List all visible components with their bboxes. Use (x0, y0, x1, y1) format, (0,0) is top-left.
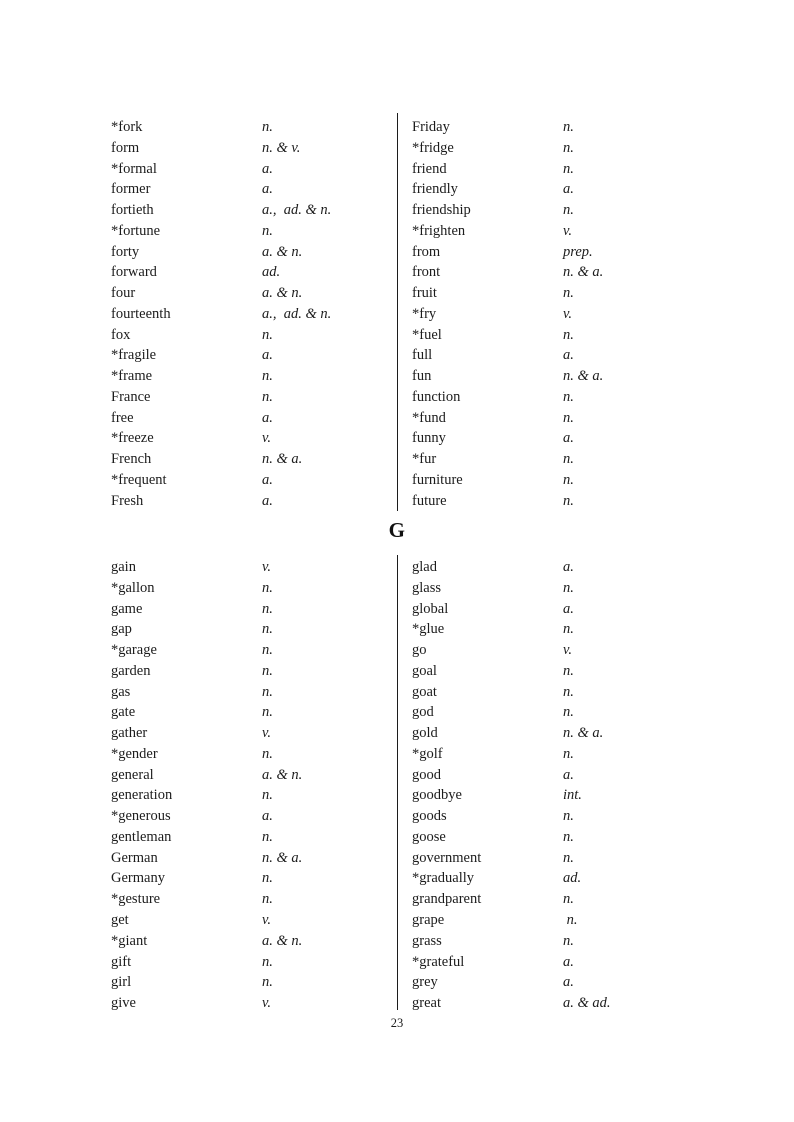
word-text: fortieth (111, 202, 154, 219)
word-entry-row (111, 345, 397, 366)
part-of-speech: n. (563, 849, 574, 866)
word-list-g-right-column (412, 557, 698, 1014)
word-entry-row (412, 765, 698, 786)
word-entry-row (412, 325, 698, 346)
part-of-speech: n. (563, 828, 574, 845)
word-entry-row (412, 868, 698, 889)
part-of-speech: n. (563, 579, 574, 596)
word-entry-row (111, 428, 397, 449)
word-text: grey (412, 974, 438, 991)
word-entry-row (412, 408, 698, 429)
word-text: *fry (412, 305, 437, 322)
word-text: gift (111, 953, 132, 970)
part-of-speech: a. (563, 430, 574, 447)
part-of-speech: a. (563, 181, 574, 198)
part-of-speech: a. (563, 953, 574, 970)
part-of-speech: ad. (262, 264, 281, 281)
word-text: *grateful (412, 953, 465, 970)
word-entry-row (412, 785, 698, 806)
word-text: Germany (111, 870, 165, 887)
word-entry-row (412, 702, 698, 723)
word-entry-row (111, 159, 397, 180)
part-of-speech: a. (563, 766, 574, 783)
part-of-speech: n. (262, 704, 273, 721)
word-entry-row (111, 806, 397, 827)
word-entry-row (111, 491, 397, 512)
word-text: *frequent (111, 472, 167, 489)
word-text: gain (111, 559, 136, 575)
word-entry-row (412, 387, 698, 408)
word-text: goal (412, 662, 437, 679)
word-text: four (111, 285, 136, 302)
part-of-speech: n. (262, 974, 273, 991)
word-text: free (111, 409, 134, 426)
word-entry-row (111, 599, 397, 620)
word-entry-row (412, 599, 698, 620)
part-of-speech: n. (563, 745, 574, 762)
word-entry-row (412, 640, 698, 661)
part-of-speech: n. (262, 579, 273, 596)
section-header-g: G (388, 518, 406, 542)
word-entry-row (111, 408, 397, 429)
part-of-speech: n. (262, 621, 273, 638)
word-entry-row (412, 619, 698, 640)
part-of-speech: n. (563, 119, 574, 135)
word-text: funny (412, 430, 446, 447)
word-entry-row (412, 138, 698, 159)
part-of-speech: a. (563, 347, 574, 364)
word-text: Friday (412, 119, 450, 135)
word-text: *gesture (111, 891, 161, 908)
word-text: France (111, 388, 151, 405)
part-of-speech: n. (262, 600, 273, 617)
word-text: *gradually (412, 870, 475, 887)
part-of-speech: n. & a. (563, 368, 604, 385)
word-text: friend (412, 160, 447, 177)
word-list-g-left-column (111, 557, 397, 1014)
word-text: *fragile (111, 347, 157, 364)
word-entry-row (412, 848, 698, 869)
word-entry-row (412, 557, 698, 578)
part-of-speech: n. (563, 202, 574, 219)
word-entry-row (412, 262, 698, 283)
word-entry-row (111, 325, 397, 346)
part-of-speech: n. (563, 451, 574, 468)
word-entry-row (111, 283, 397, 304)
word-text: generation (111, 787, 173, 804)
word-entry-row (111, 242, 397, 263)
word-entry-row (111, 449, 397, 470)
part-of-speech: a. (563, 559, 574, 575)
word-entry-row (111, 138, 397, 159)
part-of-speech: n. (262, 953, 273, 970)
word-text: goose (412, 828, 446, 845)
part-of-speech: n. (563, 326, 574, 343)
word-list-f-right-column (412, 117, 698, 512)
word-text: *gallon (111, 579, 155, 596)
word-text: glad (412, 559, 437, 575)
word-text: French (111, 451, 152, 468)
word-entry-row (111, 578, 397, 599)
word-text: garden (111, 662, 151, 679)
word-text: former (111, 181, 151, 198)
word-list-f-left-column (111, 117, 397, 512)
word-text: gas (111, 683, 131, 700)
part-of-speech: n. (262, 222, 273, 239)
part-of-speech: n. (563, 139, 574, 156)
part-of-speech: n. (563, 409, 574, 426)
word-entry-row (412, 952, 698, 973)
part-of-speech: n. (563, 472, 574, 489)
word-text: friendly (412, 181, 458, 198)
part-of-speech: v. (563, 222, 572, 239)
part-of-speech: a. (262, 409, 273, 426)
word-text: *golf (412, 745, 443, 762)
word-text: full (412, 347, 433, 364)
part-of-speech: n. (563, 932, 574, 949)
word-text: forward (111, 264, 157, 281)
word-text: *fuel (412, 326, 442, 343)
part-of-speech: n. (262, 745, 273, 762)
word-entry-row (412, 682, 698, 703)
word-text: goods (412, 808, 447, 825)
word-text: give (111, 995, 136, 1012)
word-text: *freeze (111, 430, 154, 447)
part-of-speech: a. & n. (262, 243, 303, 260)
word-entry-row (412, 366, 698, 387)
word-entry-row (111, 889, 397, 910)
word-entry-row (111, 993, 397, 1014)
part-of-speech: n. (262, 870, 273, 887)
part-of-speech: v. (262, 559, 271, 575)
part-of-speech: v. (262, 995, 271, 1012)
part-of-speech: n. (563, 704, 574, 721)
word-entry-row (412, 744, 698, 765)
word-entry-row (412, 283, 698, 304)
part-of-speech: a. & ad. (563, 995, 611, 1012)
word-text: from (412, 243, 441, 260)
word-text: function (412, 388, 461, 405)
word-entry-row (412, 491, 698, 512)
word-text: *frame (111, 368, 153, 385)
word-entry-row (412, 159, 698, 180)
word-text: global (412, 600, 449, 617)
word-text: *glue (412, 621, 445, 638)
word-text: god (412, 704, 434, 721)
word-entry-row (412, 723, 698, 744)
part-of-speech: n. (563, 492, 574, 509)
word-text: *frighten (412, 222, 466, 239)
column-divider-g-section (397, 555, 398, 1010)
word-text: go (412, 642, 427, 659)
word-text: *giant (111, 932, 148, 949)
word-text: grandparent (412, 891, 482, 908)
part-of-speech: n. & a. (563, 725, 604, 742)
part-of-speech: n. (563, 891, 574, 908)
word-text: general (111, 766, 154, 783)
word-entry-row (111, 221, 397, 242)
word-text: goodbye (412, 787, 462, 804)
word-entry-row (111, 744, 397, 765)
part-of-speech: v. (262, 430, 271, 447)
part-of-speech: n. (563, 621, 574, 638)
part-of-speech: n. (262, 828, 273, 845)
word-text: *fortune (111, 222, 161, 239)
word-entry-row (412, 200, 698, 221)
word-text: *garage (111, 642, 157, 659)
word-text: *formal (111, 160, 157, 177)
word-text: *fur (412, 451, 437, 468)
word-entry-row (412, 242, 698, 263)
word-entry-row (111, 366, 397, 387)
part-of-speech: n. (262, 642, 273, 659)
part-of-speech: a., ad. & n. (262, 202, 332, 219)
word-entry-row (111, 387, 397, 408)
word-entry-row (412, 449, 698, 470)
word-text: girl (111, 974, 132, 991)
word-entry-row (412, 117, 698, 138)
word-entry-row (111, 661, 397, 682)
word-text: good (412, 766, 441, 783)
word-text: great (412, 995, 441, 1012)
word-entry-row (111, 262, 397, 283)
word-entry-row (412, 993, 698, 1014)
part-of-speech: a. (262, 808, 273, 825)
word-text: gather (111, 725, 148, 742)
word-entry-row (111, 470, 397, 491)
word-text: *gender (111, 745, 158, 762)
word-entry-row (111, 682, 397, 703)
word-entry-row (111, 910, 397, 931)
part-of-speech: v. (262, 912, 271, 929)
word-entry-row (412, 470, 698, 491)
part-of-speech: a. (563, 974, 574, 991)
word-entry-row (412, 931, 698, 952)
word-entry-row (111, 952, 397, 973)
word-entry-row (111, 304, 397, 325)
part-of-speech: a. & n. (262, 285, 303, 302)
word-text: game (111, 600, 143, 617)
part-of-speech: int. (563, 787, 582, 804)
word-text: fruit (412, 285, 437, 302)
part-of-speech: a., ad. & n. (262, 305, 332, 322)
word-entry-row (412, 578, 698, 599)
word-entry-row (412, 806, 698, 827)
part-of-speech: n. & a. (262, 849, 303, 866)
part-of-speech: a. (262, 181, 273, 198)
word-text: gentleman (111, 828, 172, 845)
part-of-speech: n. (262, 787, 273, 804)
word-text: goat (412, 683, 437, 700)
word-text: *fund (412, 409, 446, 426)
word-entry-row (111, 200, 397, 221)
part-of-speech: v. (262, 725, 271, 742)
word-text: gate (111, 704, 136, 721)
part-of-speech: n. & a. (262, 451, 303, 468)
word-entry-row (111, 765, 397, 786)
part-of-speech: n. & v. (262, 139, 301, 156)
word-entry-row (111, 702, 397, 723)
word-text: get (111, 912, 129, 929)
word-entry-row (111, 723, 397, 744)
word-entry-row (111, 640, 397, 661)
part-of-speech: a. & n. (262, 766, 303, 783)
part-of-speech: n. (262, 683, 273, 700)
part-of-speech: a. (262, 160, 273, 177)
part-of-speech: n. (262, 326, 273, 343)
part-of-speech: n. (262, 891, 273, 908)
part-of-speech: v. (563, 305, 572, 322)
word-text: furniture (412, 472, 463, 489)
word-text: *fork (111, 119, 143, 135)
word-entry-row (412, 661, 698, 682)
part-of-speech: n. (563, 285, 574, 302)
word-entry-row (111, 827, 397, 848)
word-text: glass (412, 579, 441, 596)
part-of-speech: n. (563, 912, 578, 929)
part-of-speech: n. (563, 683, 574, 700)
word-entry-row (412, 345, 698, 366)
word-text: gold (412, 725, 438, 742)
part-of-speech: n. (563, 388, 574, 405)
part-of-speech: n. & a. (563, 264, 604, 281)
word-entry-row (111, 972, 397, 993)
word-text: form (111, 139, 140, 156)
word-entry-row (111, 557, 397, 578)
word-entry-row (111, 848, 397, 869)
word-text: future (412, 492, 447, 509)
part-of-speech: prep. (563, 243, 593, 260)
word-entry-row (111, 868, 397, 889)
word-text: German (111, 849, 158, 866)
word-text: fourteenth (111, 305, 171, 322)
word-entry-row (111, 619, 397, 640)
part-of-speech: n. (563, 662, 574, 679)
word-text: fox (111, 326, 131, 343)
word-text: fun (412, 368, 432, 385)
word-text: grape (412, 912, 445, 929)
part-of-speech: v. (563, 642, 572, 659)
part-of-speech: n. (563, 808, 574, 825)
part-of-speech: a. (563, 600, 574, 617)
word-text: Fresh (111, 492, 144, 509)
word-entry-row (111, 117, 397, 138)
page-number: 23 (390, 1016, 404, 1030)
part-of-speech: n. (262, 119, 273, 135)
word-entry-row (412, 428, 698, 449)
part-of-speech: n. (262, 388, 273, 405)
word-text: front (412, 264, 441, 281)
word-text: friendship (412, 202, 471, 219)
word-entry-row (412, 889, 698, 910)
part-of-speech: a. (262, 492, 273, 509)
part-of-speech: n. (563, 160, 574, 177)
word-entry-row (412, 304, 698, 325)
word-entry-row (412, 221, 698, 242)
word-text: *generous (111, 808, 171, 825)
word-entry-row (412, 827, 698, 848)
word-text: gap (111, 621, 132, 638)
word-entry-row (412, 972, 698, 993)
word-text: grass (412, 932, 442, 949)
word-entry-row (111, 785, 397, 806)
part-of-speech: a. & n. (262, 932, 303, 949)
part-of-speech: n. (262, 662, 273, 679)
word-entry-row (111, 931, 397, 952)
word-entry-row (111, 179, 397, 200)
word-entry-row (412, 179, 698, 200)
word-entry-row (412, 910, 698, 931)
word-text: forty (111, 243, 140, 260)
word-text: *fridge (412, 139, 454, 156)
word-text: government (412, 849, 482, 866)
part-of-speech: ad. (563, 870, 582, 887)
part-of-speech: n. (262, 368, 273, 385)
column-divider-f-section (397, 113, 398, 511)
part-of-speech: a. (262, 347, 273, 364)
part-of-speech: a. (262, 472, 273, 489)
